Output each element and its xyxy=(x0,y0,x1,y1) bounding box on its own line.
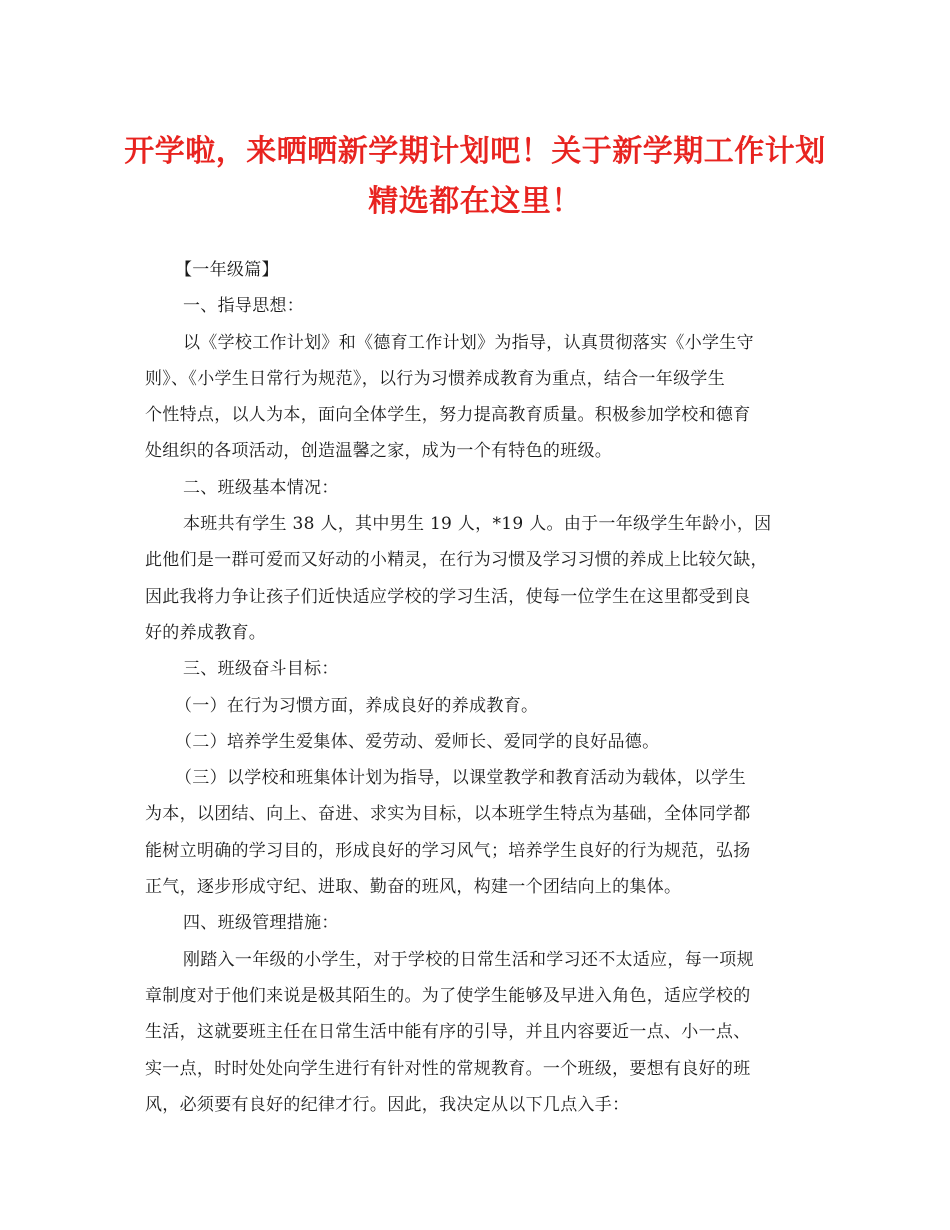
list-item: （一）在行为习惯方面，养成良好的养成教育。 xyxy=(175,695,539,716)
paragraph-line: 章制度对于他们来说是极其陌生的。为了使学生能够及早进入角色，适应学校的 xyxy=(145,985,751,1006)
list-item: （三）以学校和班集体计划为指导，以课堂教学和教育活动为载体，以学生 xyxy=(175,768,746,789)
document-title-line-2: 精选都在这里！ xyxy=(368,184,582,219)
paragraph-line: 个性特点，以人为本，面向全体学生，努力提高教育质量。积极参加学校和德育 xyxy=(145,405,751,426)
paragraph-line: 因此我将力争让孩子们近快适应学校的学习生活，使每一位学生在这里都受到良 xyxy=(145,586,751,607)
paragraph-line: 刚踏入一年级的小学生，对于学校的日常生活和学习还不太适应，每一项规 xyxy=(183,949,754,970)
paragraph-line: 好的养成教育。 xyxy=(145,622,267,643)
list-item: （二）培养学生爱集体、爱劳动、爱师长、爱同学的良好品德。 xyxy=(175,731,660,752)
section-heading: 四、班级管理措施： xyxy=(183,913,339,934)
paragraph-line: 此他们是一群可爱而又好动的小精灵，在行为习惯及学习习惯的养成上比较欠缺， xyxy=(145,550,768,571)
paragraph-line: 则》、《小学生日常行为规范》，以行为习惯养成教育为重点，结合一年级学生 xyxy=(145,368,725,389)
paragraph-line: 实一点，时时处处向学生进行有针对性的常规教育。一个班级，要想有良好的班 xyxy=(145,1058,751,1079)
section-heading: 一、指导思想： xyxy=(183,296,305,317)
section-heading-grade-one: 【一年级篇】 xyxy=(175,260,279,280)
paragraph-line: 生活，这就要班主任在日常生活中能有序的引导，并且内容要近一点、小一点、 xyxy=(145,1022,751,1043)
document-body xyxy=(145,252,805,1123)
section-heading: 二、班级基本情况： xyxy=(183,477,339,498)
paragraph-line: 正气，逐步形成守纪、进取、勤奋的班风，构建一个团结向上的集体。 xyxy=(145,877,682,898)
paragraph-line: 风，必须要有良好的纪律才行。因此，我决定从以下几点入手： xyxy=(145,1094,630,1115)
document-title-line-1: 开学啦，来晒晒新学期计划吧！关于新学期工作计划 xyxy=(124,134,826,169)
paragraph-line: 本班共有学生 38 人，其中男生 19 人，*19 人。由于一年级学生年龄小，因 xyxy=(183,514,772,535)
paragraph-line: 以《学校工作计划》和《德育工作计划》为指导，认真贯彻落实《小学生守 xyxy=(183,332,754,353)
paragraph-line: 为本，以团结、向上、奋进、求实为目标，以本班学生特点为基础，全体同学都 xyxy=(145,804,751,825)
section-heading: 三、班级奋斗目标： xyxy=(183,659,339,680)
paragraph-line: 能树立明确的学习目的，形成良好的学习风气；培养学生良好的行为规范，弘扬 xyxy=(145,840,751,861)
paragraph-line: 处组织的各项活动，创造温馨之家，成为一个有特色的班级。 xyxy=(145,441,613,462)
